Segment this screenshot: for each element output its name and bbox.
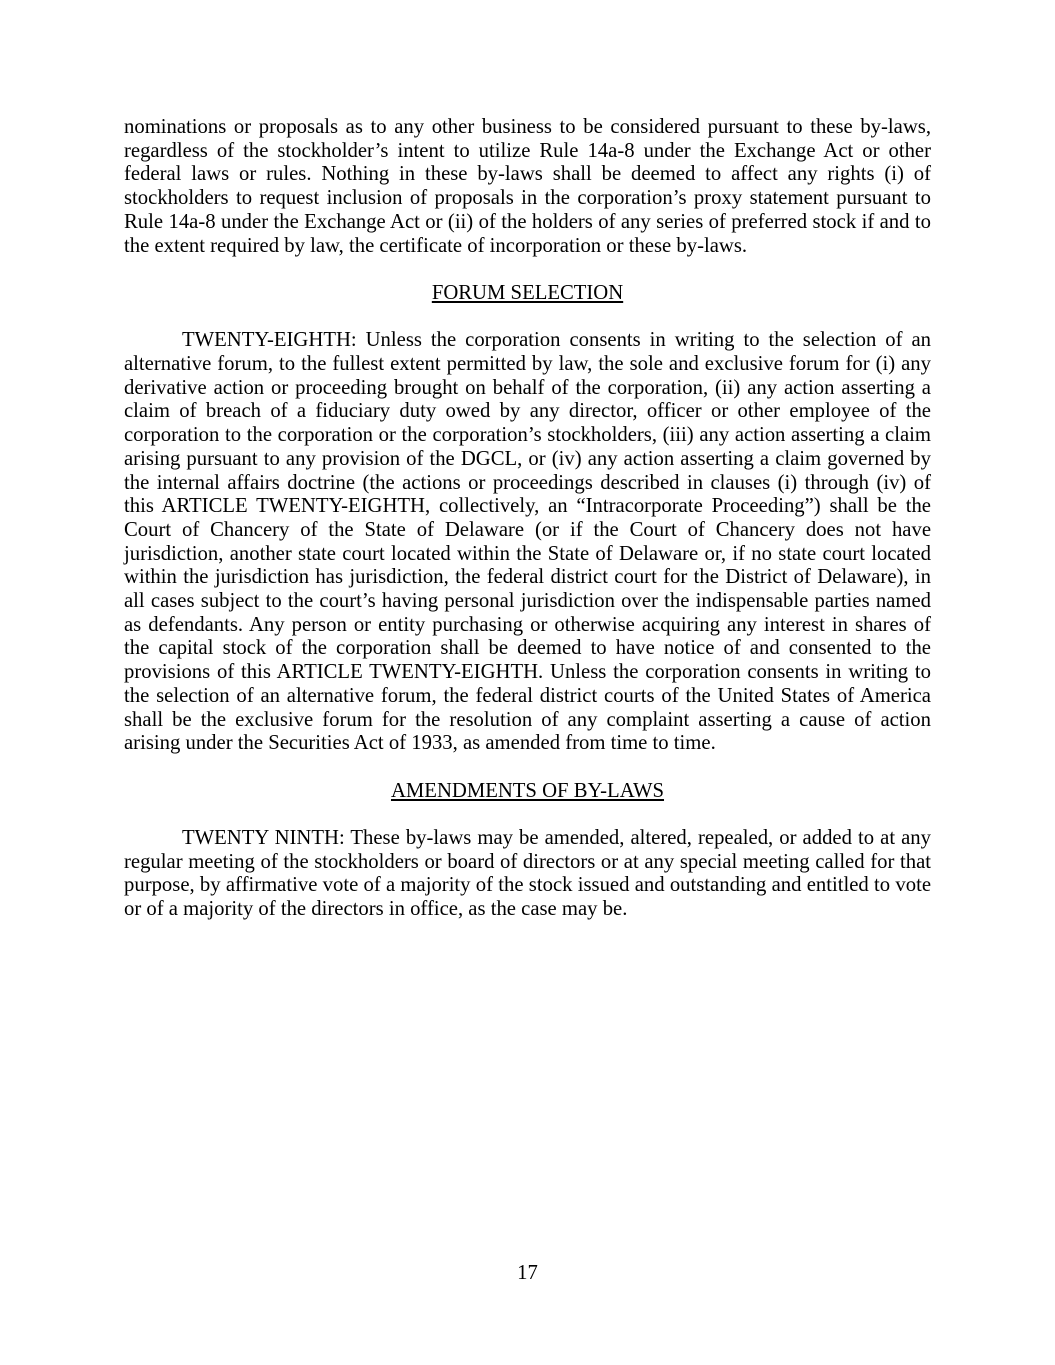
section-heading-amendments-of-by-laws: AMENDMENTS OF BY-LAWS	[390, 779, 665, 802]
page-number: 17	[517, 1262, 538, 1284]
section-heading-forum-selection: FORUM SELECTION	[431, 281, 624, 304]
paragraph-continuation: nominations or proposals as to any other business to be considered pursuant to these by-laws, regardless of the stockholder’s intent to utilize Rule 14a-8 under the Exchange Act or other federal laws or rules. Nothing in these by-laws shall be deemed to affect any rights (i) of stockholders to request inclusion of proposals in the corporation’s proxy statement pursuant to Rule 14a-8 under the Exchange Act or (ii) of the holders of any series of preferred stock if and to the extent required by law, the certificate of incorporation or these by-laws.	[124, 116, 931, 257]
paragraph-twenty-ninth: TWENTY NINTH: These by-laws may be amended, altered, repealed, or added to at any regular meeting of the stockholders or board of directors or at any special meeting called for that purpose, by affirmative vote of a majority of the stock issued and outstanding and entitled to vote or of a majority of the directors in office, as the case may be.	[124, 827, 931, 921]
paragraph-twenty-eighth: TWENTY-EIGHTH: Unless the corporation consents in writing to the selection of an alternative forum, to the fullest extent permitted by law, the sole and exclusive forum for (i) any derivative action or proceeding brought on behalf of the corporation, (ii) any action asserting a claim of breach of a fiduciary duty owed by any director, officer or other employee of the corporation to the corporation or the corporation’s stockholders, (iii) any action asserting a claim arising pursuant to any provision of the DGCL, or (iv) any action asserting a claim governed by the internal affairs doctrine (the actions or proceedings described in clauses (i) through (iv) of this ARTICLE TWENTY-EIGHTH, collectively, an “Intracorporate Proceeding”) shall be the Court of Chancery of the State of Delaware (or if the Court of Chancery does not have jurisdiction, another state court located within the State of Delaware or, if no state court located within the jurisdiction has jurisdiction, the federal district court for the District of Delaware), in all cases subject to the court’s having personal jurisdiction over the indispensable parties named as defendants. Any person or entity purchasing or otherwise acquiring any interest in shares of the capital stock of the corporation shall be deemed to have notice of and consented to the provisions of this ARTICLE TWENTY-EIGHTH. Unless the corporation consents in writing to the selection of an alternative forum, the federal district courts of the United States of America shall be the exclusive forum for the resolution of any complaint asserting a cause of action arising under the Securities Act of 1933, as amended from time to time.	[124, 329, 931, 755]
document-content	[124, 116, 931, 946]
